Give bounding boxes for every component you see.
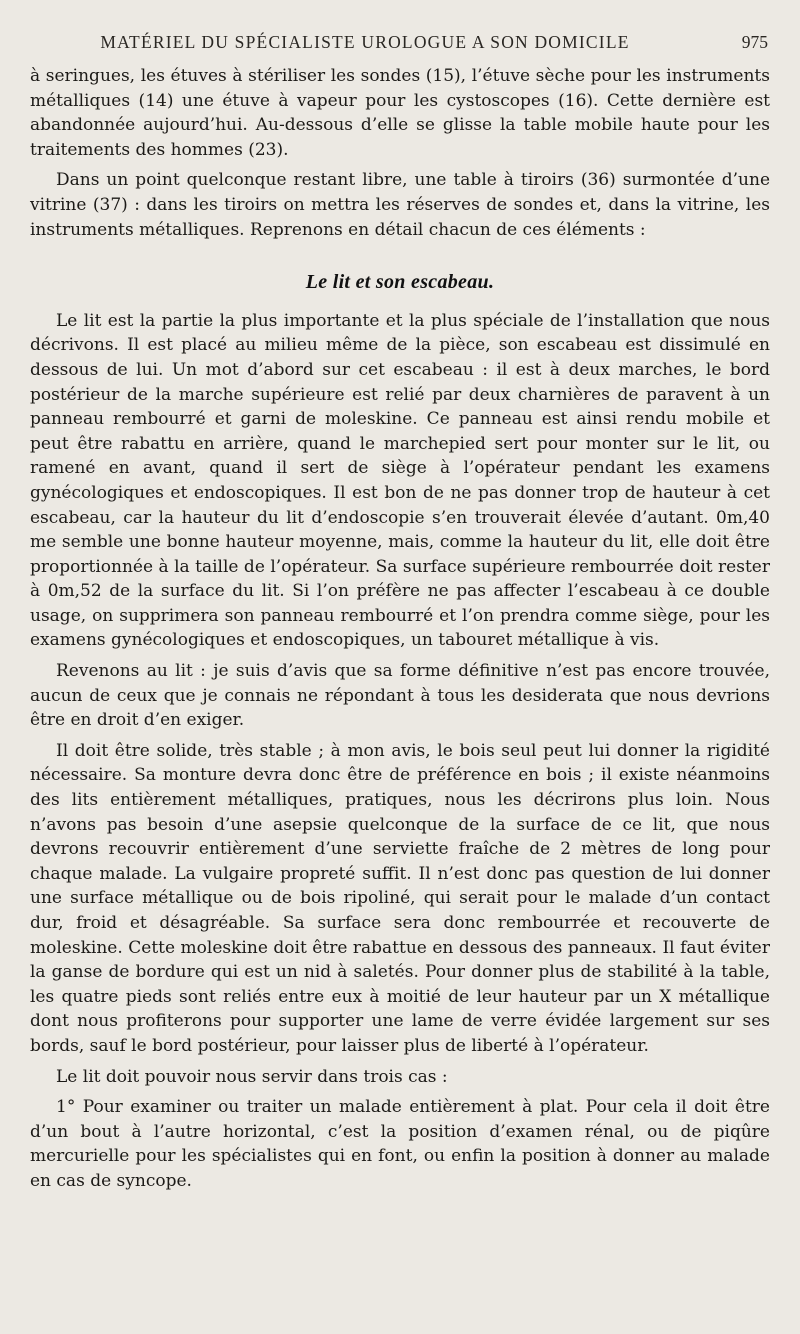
paragraph: Le lit doit pouvoir nous servir dans trois cas : xyxy=(56,1066,448,1087)
section-title: Le lit et son escabeau. xyxy=(305,271,495,294)
paragraph: 1° Pour examiner ou traiter un malade entièrement à plat. Pour cela il doit être d’un bout à l’autre horizontal, c’est la position d’examen rénal, ou de piqûre mercurielle pour les spécialistes qui en font, ou enfin la position à donner au malade en cas de syncope. xyxy=(30,1097,770,1191)
running-title: MATÉRIEL DU SPÉCIALISTE UROLOGUE A SON DOMICILE xyxy=(100,32,630,52)
running-head xyxy=(30,28,770,58)
paragraph: Le lit est la partie la plus importante et la plus spéciale de l’installation que nous décrivons. Il est placé au milieu même de la pièce, son escabeau est dissimulé en dessous de lui. Un mot d’abord sur cet escabeau : il est à deux marches, le bord postérieur de la marche supérieure est relié par deux charnières de paravent à un panneau rembourré et garni de moleskine. Ce panneau est ainsi rendu mobile et peut être rabattu en arrière, quand le marchepied sert pour monter sur le lit, ou ramené en avant, quand il sert de siège à l’opérateur pendant les examens gynécologiques et endoscopiques. Il est bon de ne pas donner trop de hauteur à cet escabeau, car la hauteur du lit d’endoscopie s’en trouverait élevée d’autant. 0m,40 me semble une bonne hauteur moyenne, mais, comme la hauteur du lit, elle doit être proportionnée à la taille de l’opérateur. Sa surface supérieure rembourrée doit rester à 0m,52 de la surface du lit. Si l’on préfère ne pas affecter l’escabeau à ce double usage, on supprimera son panneau rembourré et l’on prendra comme siège, pour les examens gynécologiques et endoscopiques, un tabouret métallique à vis. xyxy=(30,310,770,651)
paragraph: Revenons au lit : je suis d’avis que sa forme définitive n’est pas encore trouvée, aucun de ceux que je connais ne répondant à tous les desiderata que nous devrions être en droit d’en exiger. xyxy=(30,661,770,731)
page-number: 975 xyxy=(741,32,768,52)
paragraph-continuation: à seringues, les étuves à stériliser les sondes (15), l’étuve sèche pour les instruments métalliques (14) une étuve à vapeur pour les cystoscopes (16). Cette dernière est abandonnée aujourd’hui. Au-dessous d’elle se glisse la table mobile haute pour les traitements des hommes (23). xyxy=(30,66,770,160)
paragraph: Il doit être solide, très stable ; à mon avis, le bois seul peut lui donner la rigidité nécessaire. Sa monture devra donc être de préférence en bois ; il existe néanmoins des lits entièrement métalliques, pratiques, nous les décrirons plus loin. Nous n’avons pas besoin d’une asepsie quelconque de la surface de ce lit, que nous devrons recouvrir entièrement d’une serviette fraîche de 2 mètres de long pour chaque malade. La vulgaire propreté suffit. Il n’est donc pas question de lui donner une surface métallique ou de bois ripoliné, qui serait pour le malade d’un contact dur, froid et désagréable. Sa surface sera donc rembourrée et recouverte de moleskine. Cette moleskine doit être rabattue en dessous des panneaux. Il faut éviter la ganse de bordure qui est un nid à saletés. Pour donner plus de stabilité à la table, les quatre pieds sont reliés entre eux à moitié de leur hauteur par un X métallique dont nous profiterons pour supporter une lame de verre évidée largement sur ses bords, sauf le bord postérieur, pour laisser plus de liberté à l’opérateur. xyxy=(30,740,770,1056)
paragraph: Dans un point quelconque restant libre, une table à tiroirs (36) surmontée d’une vitrine (37) : dans les tiroirs on mettra les réserves de sondes et, dans la vitrine, les instruments métalliques. Reprenons en détail chacun de ces éléments : xyxy=(30,170,770,240)
body-text xyxy=(30,64,770,1194)
